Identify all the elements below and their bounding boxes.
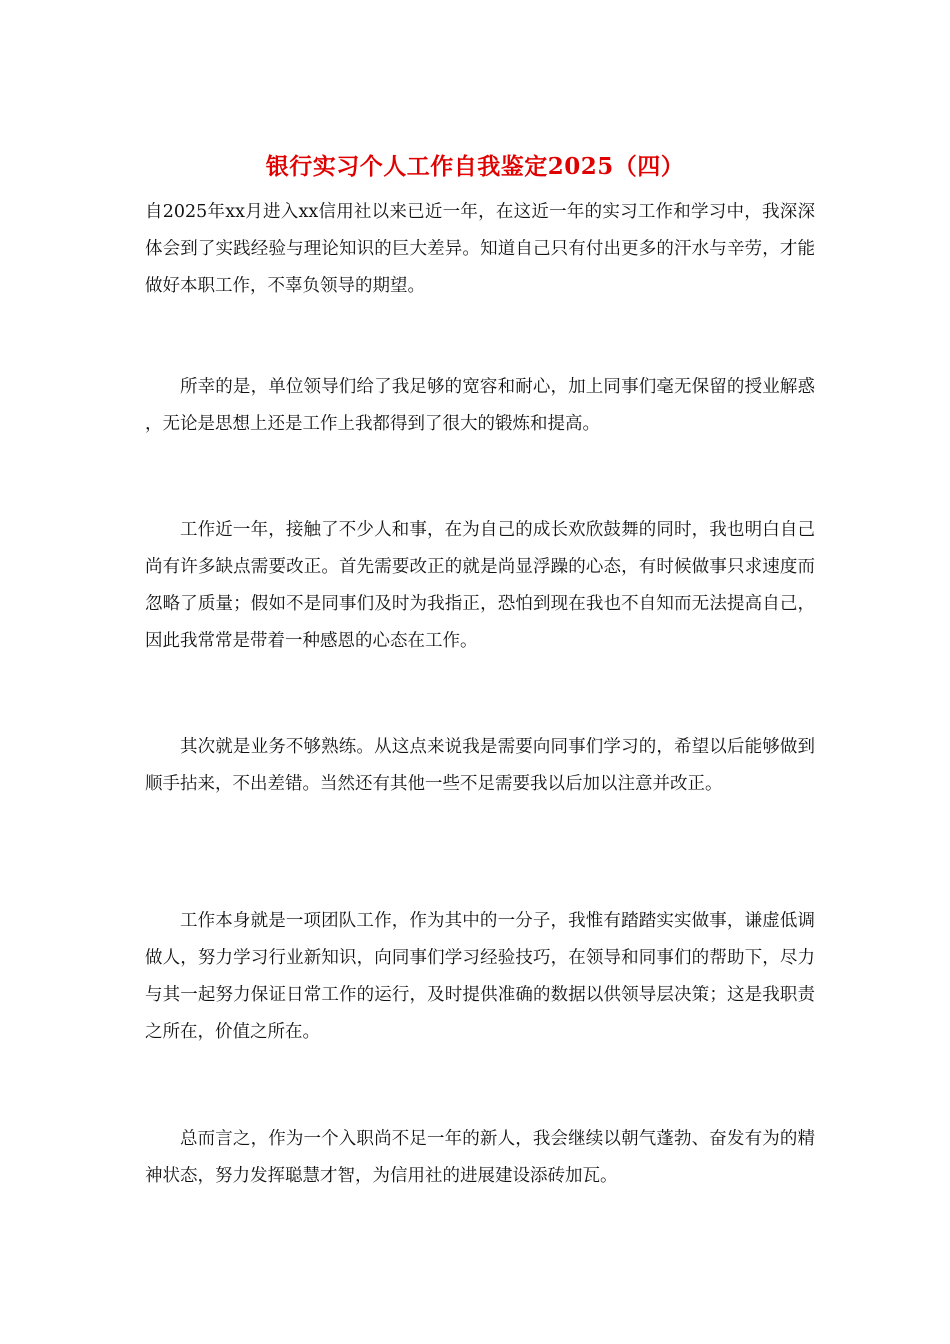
paragraph-skills: 其次就是业务不够熟练。从这点来说我是需要向同事们学习的，希望以后能够做到顺手拈来，不出差错。当然还有其他一些不足需要我以后加以注意并改正。 — [145, 737, 815, 794]
paragraph-intro: 自2025年xx月进入xx信用社以来已近一年，在这近一年的实习工作和学习中，我深深体会到了实践经验与理论知识的巨大差异。知道自己只有付出更多的汗水与辛劳，才能做好本职工作，不辜负领导的期望。 — [145, 202, 815, 296]
document-title: 银行实习个人工作自我鉴定2025（四） — [265, 153, 685, 180]
paragraph-conclusion: 总而言之，作为一个入职尚不足一年的新人，我会继续以朝气蓬勃、奋发有为的精神状态，努力发挥聪慧才智，为信用社的进展建设添砖加瓦。 — [145, 1129, 815, 1186]
paragraph-shortcomings: 工作近一年，接触了不少人和事，在为自己的成长欢欣鼓舞的同时，我也明白自己尚有许多缺点需要改正。首先需要改正的就是尚显浮躁的心态，有时候做事只求速度而忽略了质量；假如不是同事们及时为我指正，恐怕到现在我也不自知而无法提高自己，因此我常常是带着一种感恩的心态在工作。 — [145, 520, 815, 651]
paragraph-support: 所幸的是，单位领导们给了我足够的宽容和耐心，加上同事们毫无保留的授业解惑 ，无论是思想上还是工作上我都得到了很大的锻炼和提高。 — [145, 377, 815, 434]
paragraph-teamwork: 工作本身就是一项团队工作，作为其中的一分子，我惟有踏踏实实做事，谦虚低调做人，努力学习行业新知识，向同事们学习经验技巧，在领导和同事们的帮助下，尽力与其一起努力保证日常工作的运行，及时提供准确的数据以供领导层决策；这是我职责之所在，价值之所在。 — [145, 911, 815, 1042]
